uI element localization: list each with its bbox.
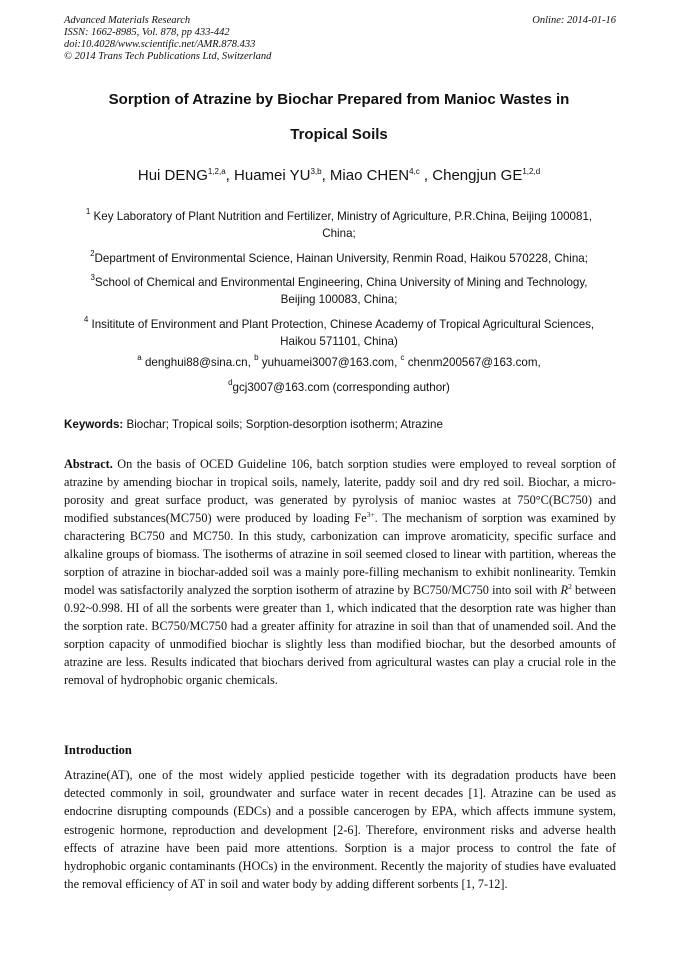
author-separator: , — [321, 167, 330, 184]
email-sup: b — [254, 353, 259, 362]
affiliation-text: Haikou 571101, China) — [280, 335, 398, 348]
affiliation-text: Department of Environmental Science, Hainan University, Renmin Road, Haikou 570228, China; — [94, 252, 588, 265]
introduction-paragraph: Atrazine(AT), one of the most widely applied pesticide together with its degradation products have been detected commonly in soil, groundwater and surface water in recent decades [1]. Atrazine can be used as endocrine disrupting compounds (EDCs) and a possible cancerogen by EPA, which affects immune system, estrogenic hormone, reproduction and development [2-6]. Therefore, environment risks and adverse health effects of atrazine have been paid more attentions. Sorption is a major process to control the fate of hydrophobic organic contaminants (HOCs) in the environment. Recently the majority of studies have evaluated the removal efficiency of AT in soil and water body by adding different sorbents [1, 7-12]. — [64, 768, 616, 892]
affiliation-sup: 2 — [90, 249, 95, 258]
section-heading-introduction: Introduction — [64, 743, 132, 757]
author-separator: , — [419, 167, 433, 184]
abstract-text: between 0.92~0.998. HI of all the sorbents were greater than 1, which indicated that the desorption rate was higher than the sorption rate. BC750/MC750 had a greater affinity for atrazine in soil than that of unamended soil. And the sorption capacity of unmodified biochar is slightly less than modified biochar, but the desorbed amounts of atrazine are less. Results indicated that biochars derived from agricultural wastes can play a crucial role in the removal of hydrophobic organic chemicals. — [64, 583, 616, 687]
author-sup: 4,c — [409, 167, 420, 176]
affiliation-text: Insititute of Environment and Plant Protection, Chinese Academy of Tropical Agricultural Sciences, — [91, 318, 595, 331]
author-name: Huamei YU — [234, 167, 311, 184]
email-address: yuhuamei3007@163.com, — [261, 356, 401, 369]
copyright-line: © 2014 Trans Tech Publications Ltd, Switzerland — [64, 51, 272, 62]
email-address: denghui88@sina.cn, — [144, 356, 255, 369]
affiliation-1 — [64, 203, 614, 242]
affiliation-text: Key Laboratory of Plant Nutrition and Fertilizer, Ministry of Agriculture, P.R.China, Beijing 100081, — [93, 210, 593, 223]
paper-title-line-2: Tropical Soils — [290, 126, 388, 143]
affiliation-2 — [64, 245, 614, 267]
email-sup: a — [137, 353, 142, 362]
abstract-text: On the basis of OCED Guideline 106, batch sorption studies were employed to reveal sorption of atrazine by amending biochar in tropical soils, namely, laterite, paddy soil and dry red soil. Biochar, a micro-porosity and great surface product, was generated by pyrolysis of manioc wastes at 750°C(BC750) and modified substances(MC750) were produced by loading Fe — [64, 457, 616, 525]
affiliation-text: School of Chemical and Environmental Engineering, China University of Mining and Technology, — [94, 276, 588, 289]
author-name: Hui DENG — [137, 167, 208, 184]
affiliation-4 — [64, 311, 614, 350]
author-sup: 1,2,d — [522, 167, 541, 176]
affiliation-text: China; — [322, 227, 356, 240]
email-address: chenm200567@163.com, — [407, 356, 541, 369]
author-separator: , — [225, 167, 235, 184]
abstract-superscript: 3+ — [366, 510, 375, 519]
email-sup: c — [400, 353, 405, 362]
author-name: Miao CHEN — [329, 167, 410, 184]
doi-line: doi:10.4028/www.scientific.net/AMR.878.433 — [64, 39, 256, 50]
email-line-1 — [64, 353, 614, 369]
author-name: Chengjun GE — [432, 167, 523, 184]
author-sup: 1,2,a — [207, 167, 226, 176]
paper-title-line-1: Sorption of Atrazine by Biochar Prepared from Manioc Wastes in — [108, 91, 570, 108]
author-list — [64, 167, 614, 184]
affiliation-sup: 4 — [83, 315, 89, 324]
abstract-symbol: R — [560, 583, 569, 597]
email-address: gcj3007@163.com (corresponding author) — [232, 381, 450, 394]
abstract-superscript: 2 — [568, 582, 572, 591]
journal-name: Advanced Materials Research — [64, 15, 191, 26]
abstract — [64, 455, 616, 689]
online-date: Online: 2014-01-16 — [532, 15, 616, 26]
email-sup: d — [228, 378, 233, 387]
affiliation-text: Beijing 100083, China; — [280, 293, 398, 306]
affiliation-sup: 1 — [85, 207, 91, 216]
keywords — [64, 418, 616, 431]
issn-line: ISSN: 1662-8985, Vol. 878, pp 433-442 — [64, 27, 230, 38]
journal-header — [64, 15, 271, 63]
keywords-text: Biochar; Tropical soils; Sorption-desorption isotherm; Atrazine — [123, 418, 443, 431]
email-line-2 — [64, 378, 614, 394]
affiliation-3 — [64, 269, 614, 308]
abstract-text: . The mechanism of sorption was examined by charactering BC750 and MC750. In this study, carbonization can improve aromaticity, specific surface and alkaline groups of biomass. The isotherms of atrazine in soil seemed closed to linear with partition, whereas the sorption of atrazine in biochar-added soil was a mainly pore-filling mechanism to exhibit nonlinearity. Temkin model was satisfactorily analyzed the sorption isotherm of atrazine by BC750/MC750 into soil with — [64, 511, 617, 597]
author-sup: 3,b — [310, 167, 322, 176]
keywords-label: Keywords: — [64, 418, 124, 431]
abstract-label: Abstract. — [64, 457, 113, 471]
affiliation-sup: 3 — [90, 273, 95, 282]
